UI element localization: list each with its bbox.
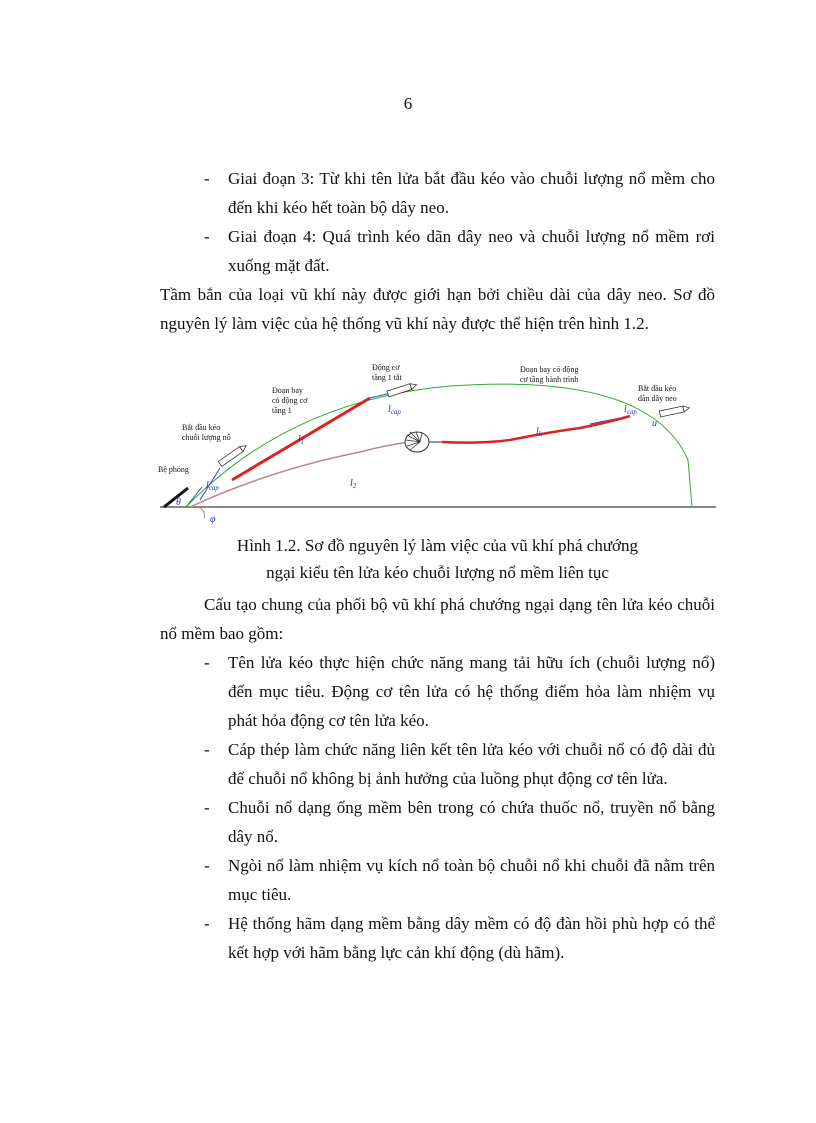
list-item-text: Ngòi nổ làm nhiệm vụ kích nổ toàn bộ chuỗi nổ khi chuỗi đã nằm trên mục tiêu. [228, 856, 715, 904]
label-cruise-2: cơ tầng hành trình [520, 375, 579, 384]
bullet-dash: - [204, 653, 210, 672]
list-item [160, 735, 715, 793]
rocket-icon [387, 382, 417, 397]
symbol-phi: φ [210, 514, 216, 525]
symbol-l1: $l_1$ [298, 434, 305, 446]
list-item-text: Hệ thống hãm dạng mềm bằng dây mềm có độ đàn hồi phù hợp có thể kết hợp với hãm bằng lực cản khí động (dù hãm). [228, 914, 715, 962]
parachute-icon [405, 432, 442, 452]
label-launcher: Bệ phóng [158, 465, 189, 474]
list-item-text: Giai đoạn 4: Quá trình kéo dãn dây neo và chuỗi lượng nổ mềm rơi xuống mặt đất. [228, 227, 715, 275]
paragraph-composition: Cấu tạo chung của phối bộ vũ khí phá chướng ngại dạng tên lửa kéo chuỗi nổ mềm bao gồm: [160, 595, 715, 643]
figure-caption [160, 532, 715, 586]
figure-diagram [150, 360, 716, 528]
list-item-text: Tên lửa kéo thực hiện chức năng mang tải hữu ích (chuỗi lượng nổ) đến mục tiêu. Động cơ tên lửa có hệ thống điểm hỏa làm nhiệm vụ phát hỏa động cơ tên lửa kéo. [228, 653, 715, 730]
list-item [160, 222, 715, 280]
symbol-u: u [652, 418, 657, 429]
rocket-icon [218, 443, 248, 466]
hose-tail [198, 507, 204, 518]
label-stage1-off-1: Động cơ [372, 363, 400, 372]
label-stretch-1: Bắt đầu kéo [638, 384, 677, 393]
bullet-dash: - [204, 227, 210, 246]
page-number: 6 [403, 94, 413, 113]
paragraph-range-note: Tầm bắn của loại vũ khí này được giới hạn bởi chiều dài của dây neo. Sơ đồ nguyên lý làm việc của hệ thống vũ khí này được thể hiện trên hình 1.2. [160, 285, 715, 333]
bullet-dash: - [204, 798, 210, 817]
list-item [160, 648, 715, 735]
rocket-icon [659, 405, 690, 417]
bullet-list-top [160, 164, 715, 338]
symbol-theta: θ [176, 497, 181, 508]
bullet-dash: - [204, 169, 210, 188]
list-item [160, 851, 715, 909]
label-powered-3: tầng 1 [272, 406, 292, 415]
list-item [160, 909, 715, 967]
bullet-dash: - [204, 914, 210, 933]
list-item-text: Cáp thép làm chức năng liên kết tên lửa kéo với chuỗi nổ có độ dài đủ để chuỗi nổ không bị ảnh hưởng của luồng phụt động cơ tên lửa. [228, 740, 715, 788]
symbol-lcap-3: $l_{cap}$ [624, 404, 637, 416]
trajectory-curve [186, 384, 692, 507]
list-item [160, 793, 715, 851]
symbol-lcap-1: $l_{cap}$ [206, 480, 219, 492]
label-powered-1: Đoạn bay [272, 386, 303, 395]
label-start-pull-1: Bắt đầu kéo [182, 423, 221, 432]
label-stage1-off-2: tầng 1 tắt [372, 373, 402, 382]
bullet-dash: - [204, 856, 210, 875]
caption-line-2: ngại kiểu tên lửa kéo chuỗi lượng nổ mềm liên tục [266, 563, 609, 582]
list-item-text: Chuỗi nổ dạng ống mềm bên trong có chứa thuốc nổ, truyền nổ bằng dây nổ. [228, 798, 715, 846]
label-stretch-2: dãn dây neo [638, 394, 677, 403]
body-text-bottom [160, 590, 715, 967]
caption-line-1: Hình 1.2. Sơ đồ nguyên lý làm việc của vũ khí phá chướng [236, 536, 639, 555]
label-powered-2: có động cơ [272, 396, 308, 405]
symbol-lk: $l_k$ [536, 426, 542, 438]
symbol-lcap-2: $l_{cap}$ [388, 404, 401, 416]
label-start-pull-2: chuỗi lượng nổ [182, 433, 231, 442]
bullet-dash: - [204, 740, 210, 759]
list-item-text: Giai đoạn 3: Từ khi tên lửa bắt đầu kéo vào chuỗi lượng nổ mềm cho đến khi kéo hết toàn bộ dây neo. [228, 169, 715, 217]
label-cruise-1: Đoạn bay có động [520, 365, 579, 374]
symbol-l2: $l_2$ [350, 478, 357, 490]
list-item [160, 164, 715, 222]
hose-line [190, 442, 412, 507]
